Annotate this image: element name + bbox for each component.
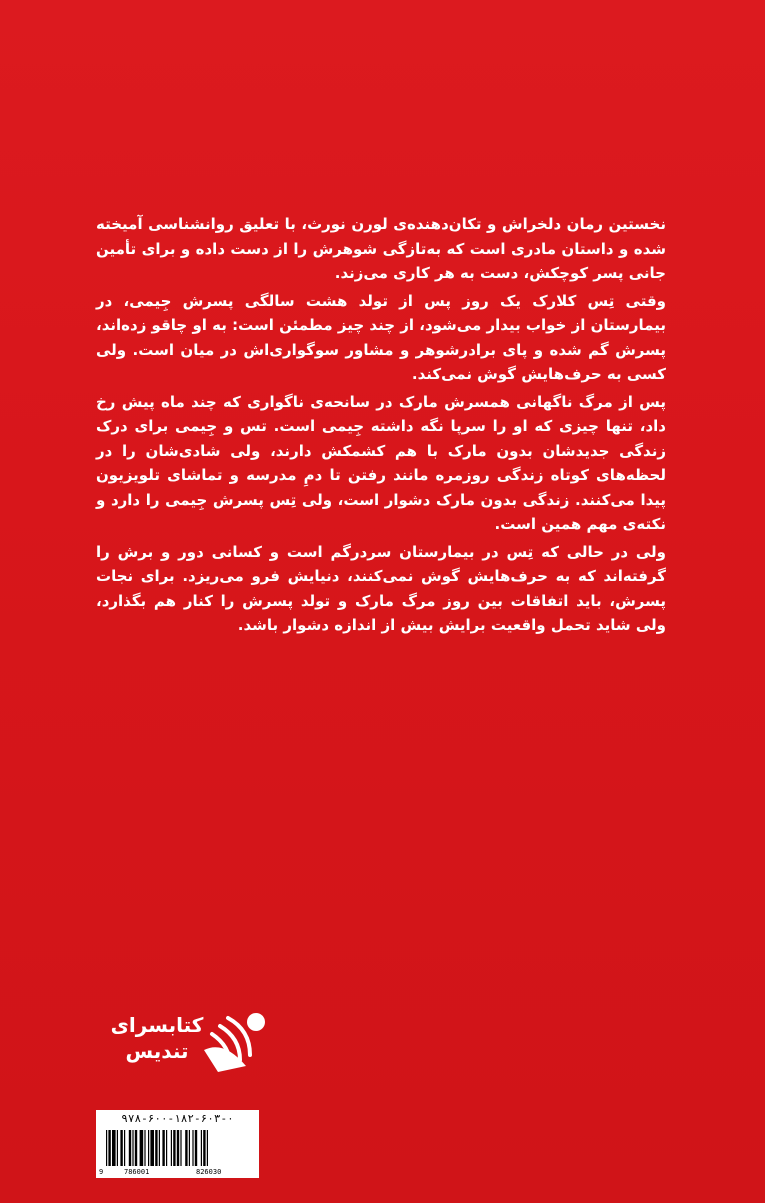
isbn-number: ۹۷۸-۶۰۰-۱۸۲-۶۰۳-۰ <box>121 1112 234 1125</box>
publisher-name <box>92 1012 222 1064</box>
publisher-name-line2: تندیس <box>125 1039 189 1063</box>
barcode-digits-left: 786001 <box>124 1168 150 1176</box>
synopsis-paragraph-3: پس از مرگ ناگهانی همسرش مارک در سانحه‌ی ناگواری که چند ماه پیش رخ داد، تنها چیزی که او را سرپا نگه داشته جِیمی است. تس و جِیمی برای درک زندگی جدیدشان بدون مارک با هم کشمکش دارند، ولی شادی‌شان را در لحظه‌های کوتاه زندگی روزمره مانند رفتن تا دمِ مدرسه و تماشای تلویزیون پیدا می‌کنند. زندگی بدون مارک دشوار است، ولی تِس پسرش جِیمی را دارد و نکته‌ی مهم همین است. <box>96 392 666 533</box>
synopsis-paragraph-2: وقتی تِس کلارک یک روز پس از تولد هشت سالگی پسرش جِیمی، در بیمارستان از خواب بیدار می‌شود، از چند چیز مطمئن است: به او چاقو زده‌اند، پسرش گم شده و پای برادرشوهر و مشاور سوگواری‌اش در میان است. ولی کسی به حرف‌هایش گوش نمی‌کند. <box>96 291 666 383</box>
barcode-digits-right: 826030 <box>196 1168 222 1176</box>
synopsis-text <box>96 212 666 641</box>
barcode-label <box>96 1110 259 1178</box>
synopsis-paragraph-1: نخستین رمان دلخراش و تکان‌دهنده‌ی لورن نورث، با تعلیق روانشناسی آمیخته شده و داستان مادری است که به‌تازگی شوهرش را از دست داده و برای تأمین جانی پسر کوچکش، دست به هر کاری می‌زند. <box>96 215 666 282</box>
barcode-digit-prefix: 9 <box>99 1168 104 1176</box>
publisher-name-line1: کتابسرای <box>110 1013 204 1037</box>
synopsis-paragraph-4: ولی در حالی که تِس در بیمارستان سردرگم است و کسانی دور و برش را گرفته‌اند که به حرف‌هایش گوش نمی‌کنند، دنیایش فرو می‌ریزد. برای نجات پسرش، باید اتفاقات بین روز مرگ مارک و تولد پسرش را کنار هم بگذارد، ولی شاید تحمل واقعیت برایش بیش از اندازه دشوار باشد. <box>96 542 666 634</box>
barcode-icon <box>104 1130 251 1166</box>
